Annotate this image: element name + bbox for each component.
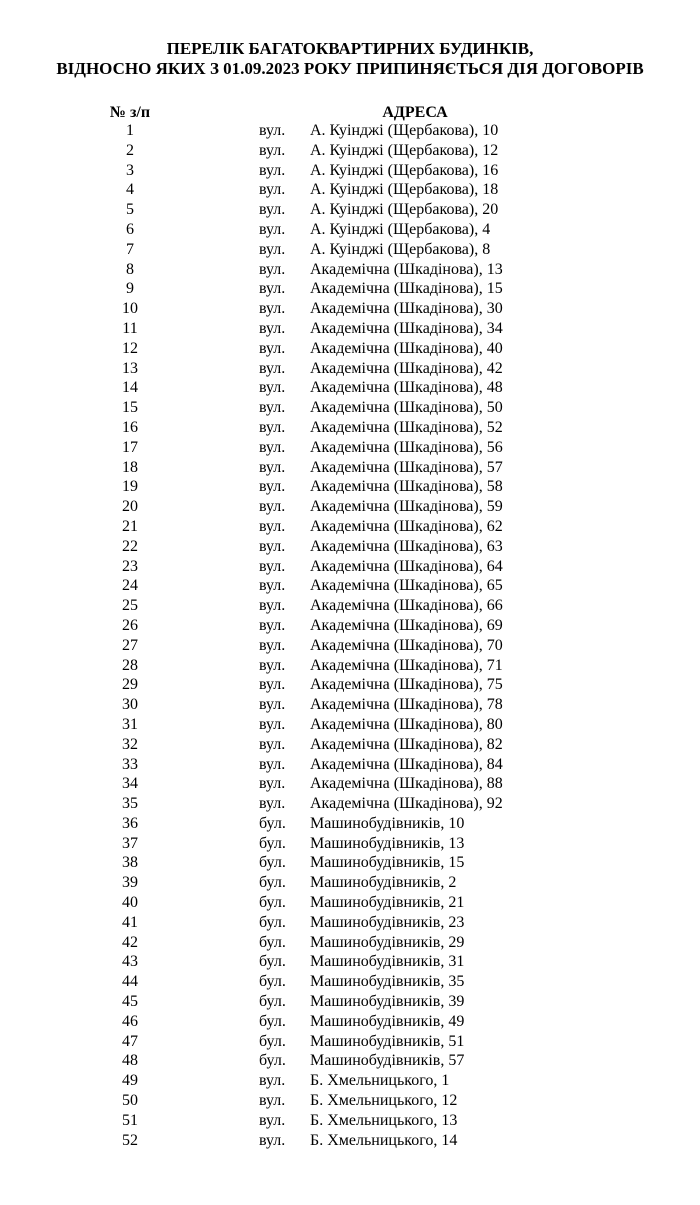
table-row: [0, 279, 700, 299]
row-number: 39: [122, 874, 138, 892]
row-number: 38: [122, 854, 138, 872]
street-type: бул.: [259, 834, 286, 852]
street-address: Академічна (Шкадінова), 84: [310, 755, 503, 773]
table-row: [0, 656, 700, 676]
street-type: вул.: [259, 795, 286, 813]
document-title-line-1: ПЕРЕЛІК БАГАТОКВАРТИРНИХ БУДИНКІВ,: [166, 39, 534, 58]
street-address: Академічна (Шкадінова), 42: [310, 359, 503, 377]
row-number: 18: [122, 458, 138, 476]
street-type: бул.: [259, 953, 286, 971]
row-number: 9: [126, 280, 134, 298]
table-row: [0, 180, 700, 200]
street-type: бул.: [259, 874, 286, 892]
table-row: [0, 576, 700, 596]
row-number: 12: [122, 339, 138, 357]
street-address: Машинобудівників, 39: [310, 993, 465, 1011]
table-row: [0, 458, 700, 478]
street-type: вул.: [259, 1072, 286, 1090]
table-row: [0, 200, 700, 220]
row-number: 43: [122, 953, 138, 971]
street-address: Академічна (Шкадінова), 71: [310, 656, 503, 674]
row-number: 21: [122, 517, 138, 535]
row-number: 41: [122, 913, 138, 931]
street-address: Академічна (Шкадінова), 66: [310, 597, 503, 615]
table-row: [0, 398, 700, 418]
table-row: [0, 675, 700, 695]
street-type: бул.: [259, 894, 286, 912]
row-number: 34: [122, 775, 138, 793]
street-address: Машинобудівників, 2: [310, 874, 457, 892]
table-row: [0, 814, 700, 834]
table-row: [0, 636, 700, 656]
street-address: Академічна (Шкадінова), 62: [310, 517, 503, 535]
street-address: Академічна (Шкадінова), 64: [310, 557, 503, 575]
table-row: [0, 913, 700, 933]
street-type: вул.: [259, 735, 286, 753]
street-type: вул.: [259, 498, 286, 516]
street-address: Академічна (Шкадінова), 15: [310, 280, 503, 298]
row-number: 1: [126, 122, 134, 139]
row-number: 30: [122, 696, 138, 714]
street-address: Машинобудівників, 57: [310, 1052, 465, 1070]
street-type: вул.: [259, 161, 286, 179]
street-address: Машинобудівників, 23: [310, 913, 465, 931]
row-number: 2: [126, 141, 134, 159]
row-number: 33: [122, 755, 138, 773]
street-type: бул.: [259, 1032, 286, 1050]
street-address: Б. Хмельницького, 14: [310, 1131, 458, 1149]
row-number: 23: [122, 557, 138, 575]
street-address: А. Куінджі (Щербакова), 18: [310, 181, 499, 199]
street-address: Академічна (Шкадінова), 58: [310, 478, 503, 496]
street-type: вул.: [259, 458, 286, 476]
table-row: [0, 517, 700, 537]
row-number: 49: [122, 1072, 138, 1090]
table-row: [0, 1111, 700, 1131]
row-number: 16: [122, 418, 138, 436]
street-type: вул.: [259, 181, 286, 199]
street-address: Академічна (Шкадінова), 48: [310, 379, 503, 397]
street-address: Машинобудівників, 21: [310, 894, 465, 912]
table-row: [0, 1012, 700, 1032]
document-title-line-2: ВІДНОСНО ЯКИХ З 01.09.2023 РОКУ ПРИПИНЯЄТЬСЯ ДІЯ ДОГОВОРІВ: [56, 59, 644, 78]
table-row: [0, 378, 700, 398]
street-type: вул.: [259, 616, 286, 634]
street-address: Академічна (Шкадінова), 70: [310, 636, 503, 654]
row-number: 35: [122, 795, 138, 813]
table-row: [0, 537, 700, 557]
street-type: бул.: [259, 1012, 286, 1030]
street-type: вул.: [259, 577, 286, 595]
table-row: [0, 220, 700, 240]
street-address: Академічна (Шкадінова), 92: [310, 795, 503, 813]
row-number: 50: [122, 1092, 138, 1110]
table-row: [0, 1032, 700, 1052]
table-row: [0, 339, 700, 359]
table-row: [0, 972, 700, 992]
street-type: вул.: [259, 260, 286, 278]
row-number: 5: [126, 201, 134, 219]
table-row: [0, 418, 700, 438]
row-number: 3: [126, 161, 134, 179]
street-address: Академічна (Шкадінова), 88: [310, 775, 503, 793]
row-number: 25: [122, 597, 138, 615]
row-number: 36: [122, 814, 138, 832]
table-row: [0, 319, 700, 339]
street-type: бул.: [259, 814, 286, 832]
table-row: [0, 933, 700, 953]
row-number: 27: [122, 636, 138, 654]
row-number: 37: [122, 834, 138, 852]
street-address: А. Куінджі (Щербакова), 8: [310, 240, 491, 258]
row-number: 28: [122, 656, 138, 674]
row-number: 15: [122, 399, 138, 417]
street-type: вул.: [259, 696, 286, 714]
row-number: 29: [122, 676, 138, 694]
table-row: [0, 1131, 700, 1151]
street-address: Академічна (Шкадінова), 80: [310, 715, 503, 733]
row-number: 11: [122, 319, 138, 337]
street-type: вул.: [259, 399, 286, 417]
street-type: бул.: [259, 1052, 286, 1070]
street-type: вул.: [259, 656, 286, 674]
address-table: [0, 121, 700, 1150]
street-type: вул.: [259, 1092, 286, 1110]
street-address: А. Куінджі (Щербакова), 12: [310, 141, 499, 159]
street-address: Академічна (Шкадінова), 82: [310, 735, 503, 753]
table-row: [0, 794, 700, 814]
street-type: вул.: [259, 438, 286, 456]
street-address: Машинобудівників, 29: [310, 933, 465, 951]
row-number: 14: [122, 379, 138, 397]
table-row: [0, 735, 700, 755]
street-address: Академічна (Шкадінова), 30: [310, 300, 503, 318]
street-address: Академічна (Шкадінова), 40: [310, 339, 503, 357]
row-number: 47: [122, 1032, 138, 1050]
street-address: А. Куінджі (Щербакова), 4: [310, 220, 491, 238]
street-type: бул.: [259, 973, 286, 991]
street-type: вул.: [259, 339, 286, 357]
row-number: 13: [122, 359, 138, 377]
street-type: вул.: [259, 676, 286, 694]
street-address: Академічна (Шкадінова), 63: [310, 537, 503, 555]
street-address: Б. Хмельницького, 12: [310, 1092, 458, 1110]
table-row: [0, 834, 700, 854]
street-address: Академічна (Шкадінова), 78: [310, 696, 503, 714]
row-number: 17: [122, 438, 138, 456]
table-row: [0, 121, 700, 141]
column-header-number: № з/п: [109, 104, 151, 121]
street-type: вул.: [259, 240, 286, 258]
street-address: Академічна (Шкадінова), 75: [310, 676, 503, 694]
street-type: вул.: [259, 755, 286, 773]
street-address: Академічна (Шкадінова), 59: [310, 498, 503, 516]
table-row: [0, 893, 700, 913]
table-row: [0, 1051, 700, 1071]
row-number: 40: [122, 894, 138, 912]
table-row: [0, 240, 700, 260]
street-address: Машинобудівників, 31: [310, 953, 465, 971]
street-type: вул.: [259, 557, 286, 575]
street-type: бул.: [259, 933, 286, 951]
row-number: 46: [122, 1012, 138, 1030]
street-type: бул.: [259, 993, 286, 1011]
table-row: [0, 438, 700, 458]
row-number: 26: [122, 616, 138, 634]
table-row: [0, 477, 700, 497]
table-row: [0, 359, 700, 379]
table-row: [0, 557, 700, 577]
table-row: [0, 1071, 700, 1091]
table-row: [0, 299, 700, 319]
table-row: [0, 695, 700, 715]
table-row: [0, 596, 700, 616]
street-type: вул.: [259, 636, 286, 654]
street-address: Б. Хмельницького, 13: [310, 1111, 458, 1129]
street-type: вул.: [259, 300, 286, 318]
street-type: вул.: [259, 537, 286, 555]
row-number: 31: [122, 715, 138, 733]
street-address: Академічна (Шкадінова), 69: [310, 616, 503, 634]
street-type: вул.: [259, 775, 286, 793]
row-number: 10: [122, 300, 138, 318]
street-address: Академічна (Шкадінова), 57: [310, 458, 503, 476]
table-row: [0, 755, 700, 775]
street-type: вул.: [259, 1111, 286, 1129]
row-number: 4: [126, 181, 134, 199]
street-address: Машинобудівників, 13: [310, 834, 465, 852]
row-number: 52: [122, 1131, 138, 1149]
street-address: Академічна (Шкадінова), 13: [310, 260, 503, 278]
street-type: вул.: [259, 478, 286, 496]
table-row: [0, 992, 700, 1012]
table-row: [0, 260, 700, 280]
street-address: Машинобудівників, 10: [310, 814, 465, 832]
table-row: [0, 1091, 700, 1111]
street-type: вул.: [259, 517, 286, 535]
table-row: [0, 952, 700, 972]
street-address: Академічна (Шкадінова), 50: [310, 399, 503, 417]
table-row: [0, 161, 700, 181]
column-header-address: АДРЕСА: [382, 104, 448, 121]
street-type: вул.: [259, 379, 286, 397]
street-type: вул.: [259, 715, 286, 733]
street-type: вул.: [259, 122, 286, 139]
street-type: вул.: [259, 201, 286, 219]
row-number: 22: [122, 537, 138, 555]
row-number: 45: [122, 993, 138, 1011]
street-type: вул.: [259, 418, 286, 436]
street-type: вул.: [259, 280, 286, 298]
street-type: вул.: [259, 220, 286, 238]
row-number: 6: [126, 220, 134, 238]
street-type: бул.: [259, 854, 286, 872]
row-number: 8: [126, 260, 134, 278]
street-address: Машинобудівників, 51: [310, 1032, 465, 1050]
street-address: Б. Хмельницького, 1: [310, 1072, 450, 1090]
street-address: Академічна (Шкадінова), 65: [310, 577, 503, 595]
row-number: 24: [122, 577, 138, 595]
row-number: 20: [122, 498, 138, 516]
table-row: [0, 497, 700, 517]
street-address: А. Куінджі (Щербакова), 20: [310, 201, 499, 219]
street-type: бул.: [259, 913, 286, 931]
street-type: вул.: [259, 319, 286, 337]
table-row: [0, 853, 700, 873]
row-number: 7: [126, 240, 134, 258]
street-address: Машинобудівників, 49: [310, 1012, 465, 1030]
street-address: Машинобудівників, 35: [310, 973, 465, 991]
row-number: 19: [122, 478, 138, 496]
row-number: 48: [122, 1052, 138, 1070]
street-address: Машинобудівників, 15: [310, 854, 465, 872]
table-row: [0, 774, 700, 794]
street-type: вул.: [259, 597, 286, 615]
table-row: [0, 141, 700, 161]
street-address: Академічна (Шкадінова), 56: [310, 438, 503, 456]
street-address: А. Куінджі (Щербакова), 16: [310, 161, 499, 179]
street-type: вул.: [259, 141, 286, 159]
street-type: вул.: [259, 1131, 286, 1149]
row-number: 44: [122, 973, 138, 991]
table-row: [0, 873, 700, 893]
row-number: 51: [122, 1111, 138, 1129]
table-row: [0, 616, 700, 636]
row-number: 32: [122, 735, 138, 753]
street-address: Академічна (Шкадінова), 52: [310, 418, 503, 436]
street-address: А. Куінджі (Щербакова), 10: [310, 122, 499, 139]
street-type: вул.: [259, 359, 286, 377]
street-address: Академічна (Шкадінова), 34: [310, 319, 503, 337]
table-row: [0, 715, 700, 735]
row-number: 42: [122, 933, 138, 951]
